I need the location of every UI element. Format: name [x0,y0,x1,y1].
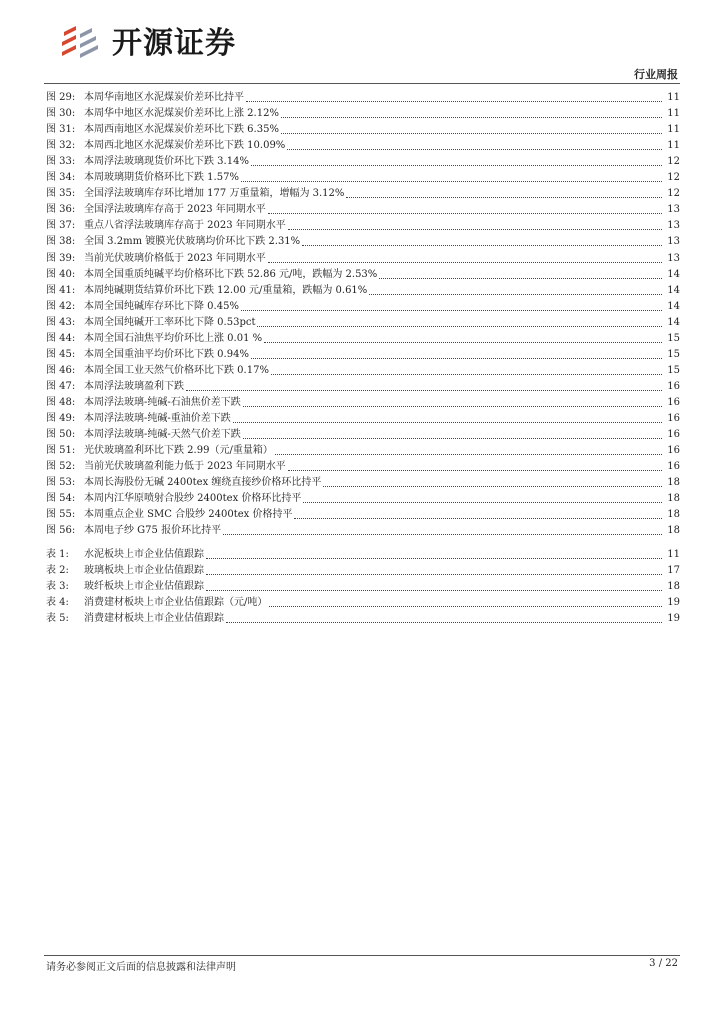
figure-toc-entry[interactable] [46,201,680,217]
entry-title: 本周纯碱期货结算价环比下跌 12.00 元/重量箱，跌幅为 0.61% [84,284,368,296]
dot-leader [264,342,662,343]
dot-leader [206,574,662,575]
entry-page: 11 [667,549,680,561]
entry-page: 15 [667,332,680,344]
figure-toc-entry[interactable] [46,217,680,233]
dot-leader [369,294,662,295]
dot-leader [268,262,662,263]
entry-title: 水泥板块上市企业估值跟踪 [84,549,204,561]
entry-label: 图 31: [46,124,76,136]
entry-label: 图 51: [46,445,76,457]
entry-title: 本周全国纯碱开工率环比下降 0.53pct [84,316,256,328]
figure-toc-entry[interactable] [46,458,680,474]
entry-label: 表 4: [46,597,69,609]
dot-leader [223,534,662,535]
entry-label: 图 50: [46,429,76,441]
entry-title: 本周浮法玻璃现货价环比下跌 3.14% [84,156,249,168]
entry-page: 13 [667,220,680,232]
figure-toc-entry[interactable] [46,153,680,169]
figure-toc-entry[interactable] [46,266,680,282]
entry-label: 图 43: [46,316,76,328]
figure-toc-entry[interactable] [46,362,680,378]
entry-label: 图 48: [46,396,76,408]
entry-page: 13 [667,252,680,264]
report-type: 行业周报 [634,68,678,81]
dot-leader [288,470,662,471]
dot-leader [269,606,662,607]
entry-label: 图 37: [46,220,76,232]
dot-leader [206,558,662,559]
entry-label: 图 30: [46,108,76,120]
entry-title: 本周全国工业天然气价格环比下跌 0.17% [84,364,269,376]
entry-label: 图 53: [46,477,76,489]
figure-toc-entry[interactable] [46,522,680,538]
entry-page: 16 [667,380,680,392]
entry-label: 图 44: [46,332,76,344]
figure-toc-entry[interactable] [46,490,680,506]
dot-leader [379,278,662,279]
entry-label: 图 29: [46,92,76,104]
entry-title: 本周浮法玻璃盈利下跌 [84,380,184,392]
entry-label: 表 3: [46,581,69,593]
entry-page: 18 [667,493,680,505]
figure-toc-entry[interactable] [46,89,680,105]
entry-title: 本周内江华原喷射合股纱 2400tex 价格环比持平 [84,493,302,505]
table-list [46,546,680,626]
dot-leader [323,486,662,487]
table-toc-entry[interactable] [46,594,680,610]
figure-toc-entry[interactable] [46,185,680,201]
entry-label: 图 32: [46,140,76,152]
table-toc-entry[interactable] [46,562,680,578]
entry-page: 15 [667,348,680,360]
figure-toc-entry[interactable] [46,249,680,265]
entry-title: 光伏玻璃盈利环比下跌 2.99（元/重量箱） [84,445,273,457]
entry-title: 消费建材板块上市企业估值跟踪 [84,613,224,625]
figure-toc-entry[interactable] [46,474,680,490]
entry-page: 19 [667,613,680,625]
entry-page: 13 [667,236,680,248]
entry-title: 本周玻璃期货价格环比下跌 1.57% [84,172,239,184]
dot-leader [241,181,662,182]
figure-toc-entry[interactable] [46,233,680,249]
entry-page: 12 [667,172,680,184]
figure-toc-entry[interactable] [46,105,680,121]
entry-page: 12 [667,156,680,168]
entry-title: 本周华南地区水泥煤炭价差环比持平 [84,92,244,104]
dot-leader [287,149,662,150]
entry-label: 图 42: [46,300,76,312]
entry-label: 图 39: [46,252,76,264]
entry-title: 本周电子纱 G75 报价环比持平 [84,525,222,537]
entry-title: 当前光伏玻璃价格低于 2023 年同期水平 [84,252,266,264]
dot-leader [294,518,662,519]
entry-label: 图 34: [46,172,76,184]
entry-label: 图 41: [46,284,76,296]
figure-toc-entry[interactable] [46,169,680,185]
entry-label: 图 40: [46,268,76,280]
entry-page: 16 [667,461,680,473]
entry-label: 表 5: [46,613,69,625]
table-toc-entry[interactable] [46,546,680,562]
entry-page: 14 [667,268,680,280]
dot-leader [243,406,662,407]
entry-page: 11 [667,108,680,120]
figure-toc-entry[interactable] [46,346,680,362]
figure-toc-entry[interactable] [46,330,680,346]
dot-leader [206,590,662,591]
entry-page: 14 [667,316,680,328]
dot-leader [186,390,662,391]
figure-toc-entry[interactable] [46,137,680,153]
page-number: 3 / 22 [649,958,678,969]
dot-leader [251,165,662,166]
entry-page: 16 [667,445,680,457]
figure-toc-entry[interactable] [46,426,680,442]
dot-leader [288,229,662,230]
dot-leader [268,213,662,214]
brand-logo [58,22,236,66]
entry-label: 图 38: [46,236,76,248]
entry-title: 本周华中地区水泥煤炭价差环比上涨 2.12% [84,108,279,120]
entry-title: 当前光伏玻璃盈利能力低于 2023 年同期水平 [84,461,286,473]
entry-title: 本周浮法玻璃-纯碱-重油价差下跌 [84,412,231,424]
footer-divider [44,955,680,956]
entry-page: 15 [667,364,680,376]
entry-label: 图 54: [46,493,76,505]
entry-page: 12 [667,188,680,200]
entry-page: 18 [667,581,680,593]
entry-title: 本周浮法玻璃-纯碱-天然气价差下跌 [84,429,241,441]
dot-leader [281,133,662,134]
entry-label: 表 1: [46,549,69,561]
dot-leader [346,197,662,198]
table-toc-entry[interactable] [46,610,680,626]
entry-title: 本周全国纯碱库存环比下降 0.45% [84,300,239,312]
entry-page: 19 [667,597,680,609]
dot-leader [275,454,662,455]
entry-title: 本周浮法玻璃-纯碱-石油焦价差下跌 [84,396,241,408]
entry-page: 11 [667,124,680,136]
entry-page: 14 [667,300,680,312]
dot-leader [302,245,662,246]
footer-disclaimer: 请务必参阅正文后面的信息披露和法律声明 [46,962,236,973]
entry-label: 图 33: [46,156,76,168]
entry-page: 18 [667,525,680,537]
entry-label: 图 35: [46,188,76,200]
entry-page: 16 [667,429,680,441]
entry-label: 图 52: [46,461,76,473]
entry-title: 本周全国石油焦平均价环比上涨 0.01 % [84,332,263,344]
header-divider [44,83,680,84]
entry-title: 本周西北地区水泥煤炭价差环比下跌 10.09% [84,140,286,152]
figure-toc-entry[interactable] [46,282,680,298]
dot-leader [257,326,662,327]
dot-leader [271,374,662,375]
dot-leader [303,502,662,503]
entry-page: 18 [667,477,680,489]
entry-title: 玻纤板块上市企业估值跟踪 [84,581,204,593]
table-toc-entry[interactable] [46,578,680,594]
entry-title: 玻璃板块上市企业估值跟踪 [84,565,204,577]
figure-toc-entry[interactable] [46,410,680,426]
entry-title: 重点八省浮法玻璃库存高于 2023 年同期水平 [84,220,286,232]
entry-title: 消费建材板块上市企业估值跟踪（元/吨） [84,597,268,609]
entry-label: 图 36: [46,204,76,216]
entry-page: 11 [667,140,680,152]
entry-label: 表 2: [46,565,69,577]
entry-label: 图 47: [46,380,76,392]
entry-page: 11 [667,92,680,104]
entry-label: 图 49: [46,412,76,424]
entry-title: 全国 3.2mm 镀膜光伏玻璃均价环比下跌 2.31% [84,236,301,248]
brand-logo-icon [58,22,104,66]
entry-page: 14 [667,284,680,296]
figure-toc-entry[interactable] [46,378,680,394]
entry-label: 图 56: [46,525,76,537]
dot-leader [226,622,662,623]
entry-title: 本周长海股份无碱 2400tex 缠绕直接纱价格环比持平 [84,477,322,489]
entry-title: 本周重点企业 SMC 合股纱 2400tex 价格持平 [84,509,293,521]
entry-title: 本周西南地区水泥煤炭价差环比下跌 6.35% [84,124,279,136]
dot-leader [281,117,662,118]
entry-page: 16 [667,396,680,408]
entry-label: 图 55: [46,509,76,521]
dot-leader [251,358,662,359]
figure-toc-entry[interactable] [46,314,680,330]
entry-page: 18 [667,509,680,521]
entry-title: 本周全国重质纯碱平均价格环比下跌 52.86 元/吨，跌幅为 2.53% [84,268,378,280]
entry-label: 图 45: [46,348,76,360]
brand-name: 开源证券 [112,26,236,61]
figure-toc-entry[interactable] [46,506,680,522]
dot-leader [241,310,662,311]
entry-label: 图 46: [46,364,76,376]
dot-leader [246,101,662,102]
entry-page: 16 [667,412,680,424]
entry-title: 全国浮法玻璃库存高于 2023 年同期水平 [84,204,266,216]
figure-toc-entry[interactable] [46,442,680,458]
dot-leader [233,422,662,423]
figure-toc-entry[interactable] [46,394,680,410]
figure-toc-entry[interactable] [46,298,680,314]
figure-list [46,89,680,538]
entry-page: 17 [667,565,680,577]
dot-leader [243,438,662,439]
entry-title: 全国浮法玻璃库存环比增加 177 万重量箱，增幅为 3.12% [84,188,345,200]
entry-page: 13 [667,204,680,216]
entry-title: 本周全国重油平均价环比下跌 0.94% [84,348,249,360]
figure-toc-entry[interactable] [46,121,680,137]
